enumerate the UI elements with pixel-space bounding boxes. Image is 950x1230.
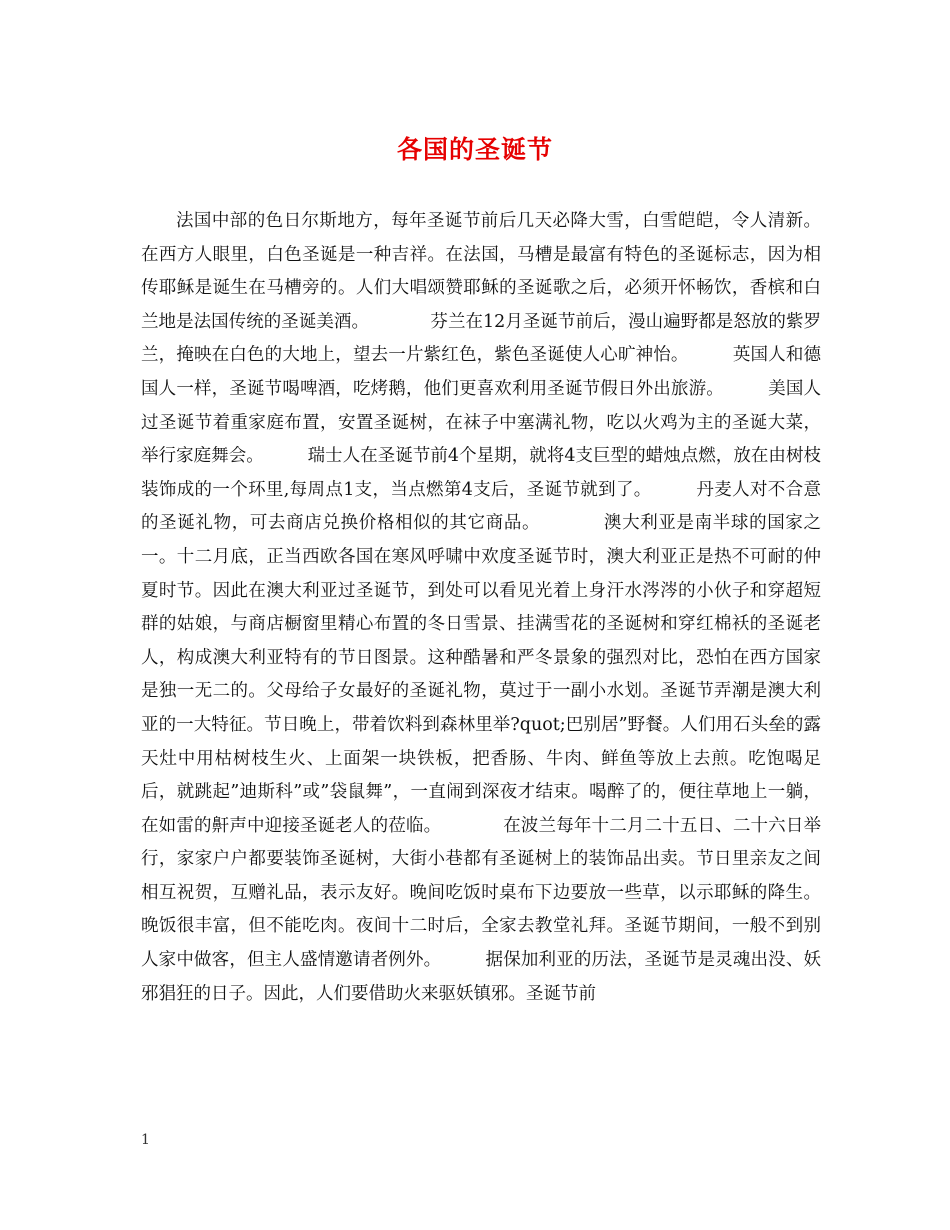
document-body-paragraph: 法国中部的色日尔斯地方，每年圣诞节前后几天必降大雪，白雪皑皑，令人清新。在西方人眼里，白色圣诞是一种吉祥。在法国，马槽是最富有特色的圣诞标志，因为相传耶稣是诞生在马槽旁的。人们大唱颂赞耶稣的圣诞歌之后，必须开怀畅饮，香槟和白兰地是法国传统的圣诞美酒。 芬兰在12月圣诞节前后，漫山遍野都是怒放的紫罗兰，掩映在白色的大地上，望去一片紫红色，紫色圣诞使人心旷神怡。 英国人和德国人一样，圣诞节喝啤酒，吃烤鹅，他们更喜欢利用圣诞节假日外出旅游。 美国人过圣诞节着重家庭布置，安置圣诞树，在袜子中塞满礼物，吃以火鸡为主的圣诞大菜，举行家庭舞会。 瑞士人在圣诞节前4个星期，就将4支巨型的蜡烛点燃，放在由树枝装饰成的一个环里,每周点1支，当点燃第4支后，圣诞节就到了。 丹麦人对不合意的圣诞礼物，可去商店兑换价格相似的其它商品。 澳大利亚是南半球的国家之一。十二月底，正当西欧各国在寒风呼啸中欢度圣诞节时，澳大利亚正是热不可耐的仲夏时节。因此在澳大利亚过圣诞节，到处可以看见光着上身汗水涔涔的小伙子和穿超短群的姑娘，与商店橱窗里精心布置的冬日雪景、挂满雪花的圣诞树和穿红棉袄的圣诞老人，构成澳大利亚特有的节日图景。这种酷暑和严冬景象的强烈对比，恐怕在西方国家是独一无二的。父母给子女最好的圣诞礼物，莫过于一副小水划。圣诞节弄潮是澳大利亚的一大特征。节日晚上，带着饮料到森林里举?quot;巴别居”野餐。人们用石头垒的露天灶中用枯树枝生火、上面架一块铁板，把香肠、牛肉、鲜鱼等放上去煎。吃饱喝足后，就跳起”迪斯科”或”袋鼠舞”，一直闹到深夜才结束。喝醉了的，便往草地上一躺，在如雷的鼾声中迎接圣诞老人的莅临。 在波兰每年十二月二十五日、二十六日举行，家家户户都要装饰圣诞树，大街小巷都有圣诞树上的装饰品出卖。节日里亲友之间相互祝贺，互赠礼品，表示友好。晚间吃饭时桌布下边要放一些草，以示耶稣的降生。晚饭很丰富，但不能吃肉。夜间十二时后，全家去教堂礼拜。圣诞节期间，一般不到别人家中做客，但主人盛情邀请者例外。 据保加利亚的历法，圣诞节是灵魂出没、妖邪猖狂的日子。因此，人们要借助火来驱妖镇邪。圣诞节前 bbox=[141, 211, 821, 1004]
page-number: 1 bbox=[141, 1132, 150, 1148]
document-title: 各国的圣诞节 bbox=[396, 135, 553, 164]
